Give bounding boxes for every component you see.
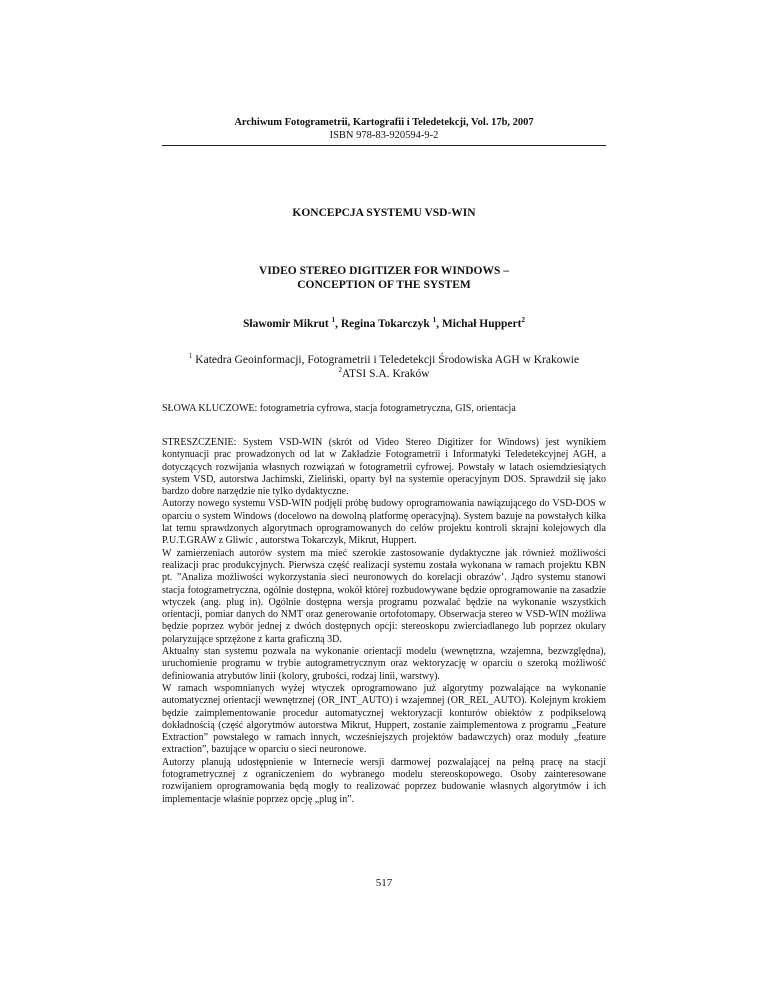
abstract-paragraph: W ramach wspomnianych wyżej wtyczek oprogramowano już algorytmy pozwalające na wykonanie automatycznej orientacji wewnętrznej (OR_INT_AUTO) i wzajemnej (OR_REL_AUTO). Kolejnym krokiem będzie zaimplementowanie procedur automatycznej wektoryzacji konturów obiektów z podpikselową dokładnością (część algorytmów autorstwa Mikrut, Huppert, zostanie zaimplementowa z programu „Feature Extraction” powstałego w ramach innych, wcześniejszych projektów badawczych) oraz moduły „feature extraction”, bazujące w oparciu o sieci neuronowe.: [162, 682, 606, 756]
subtitle-line-1: VIDEO STEREO DIGITIZER FOR WINDOWS –: [259, 265, 509, 277]
isbn: ISBN 978-83-920594-9-2: [329, 130, 439, 141]
affiliation-2: [162, 367, 606, 381]
paper-subtitle: [162, 264, 606, 292]
author-list: [162, 318, 606, 330]
author-affiliation-marker: 1: [432, 316, 437, 325]
affiliation-marker: 1: [188, 352, 193, 361]
affiliations: [162, 353, 606, 381]
author-separator: ,: [436, 318, 442, 330]
header-rule: [162, 145, 606, 146]
journal-header: [162, 116, 606, 142]
abstract-paragraph: Autorzy planują udostępnienie w Internecie wersji darmowej pozwalającej na pełną pracę na stacji fotogrametrycznej z ograniczeniem do wybranego modelu stereoskopowego. Osoby zainteresowane rozwijaniem oprogramowania będą mogły to realizować poprzez budowanie własnych algorytmów i ich implementacje właśnie poprzez opcję „plug in”.: [162, 756, 606, 805]
author-affiliation-marker: 1: [331, 316, 336, 325]
subtitle-line-2: CONCEPTION OF THE SYSTEM: [297, 279, 471, 291]
keywords: SŁOWA KLUCZOWE: fotogrametria cyfrowa, stacja fotogrametryczna, GIS, orientacja: [162, 403, 516, 414]
affiliation-text: ATSI S.A. Kraków: [341, 368, 430, 380]
affiliation-marker: 2: [338, 366, 342, 375]
abstract-paragraph: STRESZCZENIE: System VSD-WIN (skrót od Video Stereo Digitizer for Windows) jest wynikiem kontynuacji prac prowadzonych od lat w Zakładzie Fotogrametrii i Informatyki Teledetekcyjnej AGH, a dotyczących rozwijania własnych rozwiązań w fotogrametrii cyfrowej. Powstały w latach osiemdziesiątych system VSD, autorstwa Jachimski, Zieliński, oparty był na systemie operacyjnym DOS. Sprawdził się jako bardzo dobre narzędzie nie tylko dydaktyczne.: [162, 437, 606, 498]
author-name: Michał Huppert: [441, 318, 522, 330]
abstract-paragraph: Aktualny stan systemu pozwala na wykonanie orientacji modelu (wewnętrzna, wzajemna, bezwzględna), uruchomienie programu w trybie autogrametrycznym oraz wektoryzację w oparciu o szeroką możliwość definiowania atrybutów linii (kolory, grubości, rodzaj linii, warstwy).: [162, 646, 606, 682]
author-affiliation-marker: 2: [521, 316, 525, 325]
journal-title: Archiwum Fotogrametrii, Kartografii i Teledetekcji, Vol. 17b, 2007: [234, 117, 534, 128]
affiliation-text: Katedra Geoinformacji, Fotogrametrii i Teledetekcji Środowiska AGH w Krakowie: [195, 354, 580, 366]
abstract: [162, 437, 606, 806]
page-number: 517: [375, 877, 393, 889]
abstract-paragraph: Autorzy nowego systemu VSD-WIN podjęli próbę budowy oprogramowania nawiązującego do VSD-DOS w oparciu o system Windows (docelowo na dowolną platformę operacyjną). System bazuje na powstałych kilka lat temu sprawdzonych algorytmach oprogramowanych do celów projektu kontroli skrajni kolejowych dla P.U.T.GRAW z Gliwic , autorstwa Tokarczyk, Mikrut, Huppert.: [162, 498, 606, 547]
author-name: Regina Tokarczyk: [340, 318, 430, 330]
author-separator: ,: [335, 318, 341, 330]
affiliation-1: [162, 353, 606, 367]
paper-title: KONCEPCJA SYSTEMU VSD-WIN: [292, 207, 476, 219]
abstract-paragraph: W zamierzeniach autorów system ma mieć szerokie zastosowanie dydaktyczne jak również możliwości realizacji prac produkcyjnych. Pierwsza część realizacji systemu została wykonana w ramach projektu KBN pt. ”Analiza możliwości wykorzystania sieci neuronowych do korelacji obrazów’. Jądro systemu stanowi stacja fotogrametryczna, ogólnie dostępna, wokół której rozbudowywane będzie oprogramowanie na zasadzie wtyczek (ang. plug in). Ogólnie dostępna wersja programu pozwalać będzie na wykonanie wszystkich orientacji, pomiar danych do NMT oraz generowanie ortofotomapy. Obserwacja stereo w VSD-WIN możliwa będzie poprzez wybór jednej z dwóch dostępnych opcji: stereoskopu zwierciadlanego lub poprzez okulary polaryzujące sprzężone z karta graficzną 3D.: [162, 547, 606, 645]
author-name: Sławomir Mikrut: [243, 318, 329, 330]
